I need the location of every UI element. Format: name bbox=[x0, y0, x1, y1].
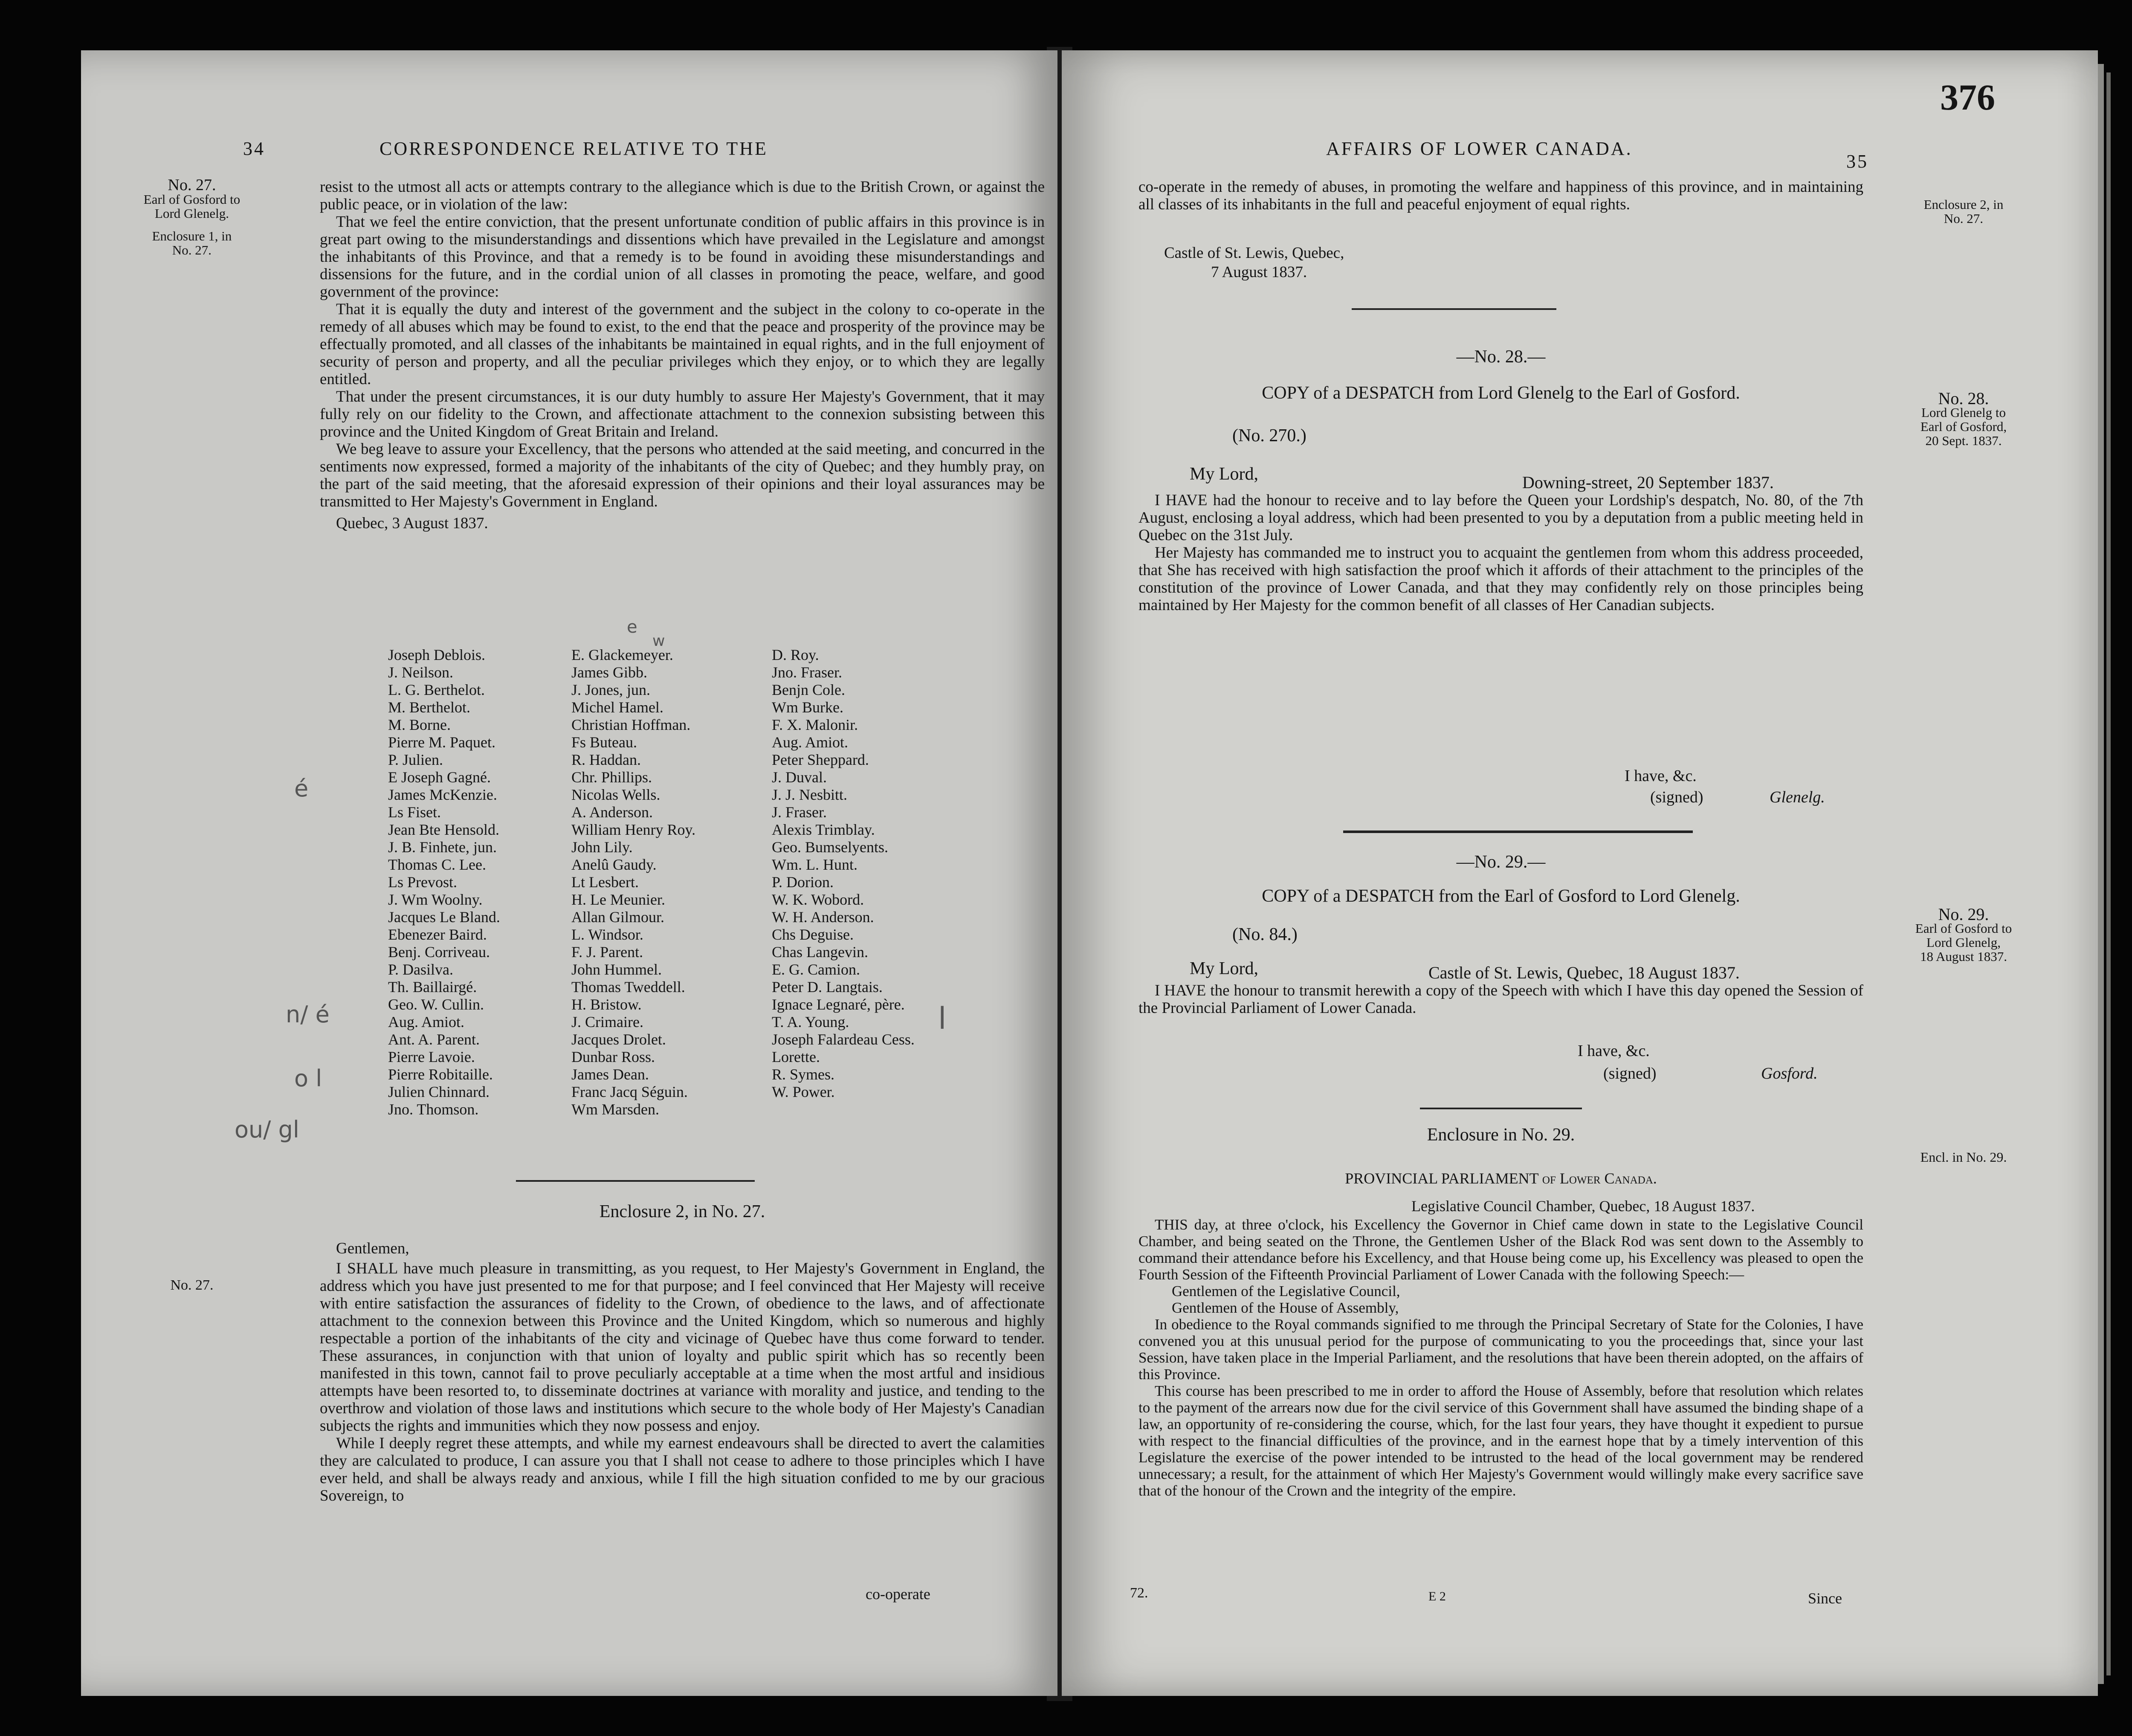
signatory-name: J. Wm Woolny. bbox=[388, 891, 483, 908]
margin-note-line: Enclosure 2, in bbox=[1923, 197, 2004, 212]
enclosure29-text bbox=[1138, 1216, 1863, 1499]
signatory-name: Ignace Legnaré, père. bbox=[772, 996, 905, 1013]
date-line: Quebec, 3 August 1837. bbox=[336, 515, 488, 532]
enclosure2-margin: No. 27. bbox=[170, 1277, 214, 1293]
pencil-mark: n/ é bbox=[286, 1001, 330, 1028]
signatory-name: Pierre Robitaille. bbox=[388, 1066, 493, 1083]
signatory-name: Geo. Bumselyents. bbox=[772, 839, 888, 856]
despatch-29-title: COPY of a DESPATCH from the Earl of Gosford to Lord Glenelg. bbox=[1262, 886, 1740, 906]
paragraph: co-operate in the remedy of abuses, in promoting the welfare and happiness of this province, and in maintaining all classes of its inhabitants in the full and peaceful enjoyment of equal rights. bbox=[1138, 178, 1863, 213]
signatory-name: Allan Gilmour. bbox=[571, 909, 664, 926]
signatory-name: Lt Lesbert. bbox=[571, 874, 639, 891]
address-text bbox=[320, 178, 1045, 532]
signatory-name: Ant. A. Parent. bbox=[388, 1031, 480, 1048]
right-page-number: 35 bbox=[1846, 151, 1868, 172]
margin-note-line: Lord Glenelg. bbox=[155, 206, 229, 221]
signatories-column-2 bbox=[571, 646, 776, 1118]
pencil-mark: é bbox=[294, 775, 309, 802]
signatory-name: Aug. Amiot. bbox=[388, 1013, 465, 1030]
margin-note-line: Earl of Gosford to bbox=[143, 192, 240, 207]
signatory-name: Ls Prevost. bbox=[388, 874, 457, 891]
paragraph: I SHALL have much pleasure in transmitting, as you request, to Her Majesty's Government in England, the address which you have just presented to me for that purpose; and I feel convinced that Her Majesty will receive with entire satisfaction the assurances of fidelity to the Crown, of obedience to the laws, and of affectionate attachment to the connexion between this Province and the United Kingdom, which so numerous and highly respectable a portion of the inhabitants of the city and vicinage of Quebec have thus come forward to tender. These assurances, in conjunction with that union of loyalty and public spirit which has so recently been manifested in this town, cannot fail to prove peculiarly acceptable at a time when the most artful and insidious attempts have been resorted to, to disseminate doctrines at variance with morality and justice, and tending to the overthrow and violation of those laws and institutions which secure to the whole body of Her Majesty's Canadian subjects the rights and immunities which they now possess and enjoy. bbox=[320, 1260, 1045, 1435]
enclosure29-subheading: PROVINCIAL PARLIAMENT of Lower Canada. bbox=[1345, 1170, 1657, 1187]
margin-note-line: Lord Glenelg, bbox=[1926, 935, 2001, 950]
signatory-name: Jean Bte Hensold. bbox=[388, 821, 499, 838]
paragraph: While I deeply regret these attempts, and while my earnest endeavours shall be directed to avert the calamities they are calculated to produce, I can assure you that I shall not cease to adhere to those principles which I have ever held, and shall be always ready and anxious, while I fill the high situation confided to me by our gracious Sovereign, to bbox=[320, 1435, 1045, 1505]
despatch-29-number: —No. 29.— bbox=[1456, 852, 1546, 872]
signatory-name: Dunbar Ross. bbox=[571, 1048, 655, 1065]
margin-note-number: No. 29. bbox=[1938, 905, 1989, 924]
address-line: Gentlemen of the Legislative Council, bbox=[1172, 1283, 1400, 1299]
despatch-29-text bbox=[1138, 982, 1863, 1017]
section-divider bbox=[1343, 830, 1693, 833]
signatories-column-1 bbox=[388, 646, 576, 1118]
enclosure2-text bbox=[320, 1240, 1045, 1505]
footer-left: 72. bbox=[1130, 1585, 1148, 1601]
signatory-name: Benj. Corriveau. bbox=[388, 943, 490, 961]
enclosure29-margin: Encl. in No. 29. bbox=[1920, 1149, 2007, 1165]
right-page bbox=[1062, 50, 2098, 1696]
salutation: Gentlemen, bbox=[336, 1240, 409, 1257]
signatory-name: M. Borne. bbox=[388, 716, 451, 733]
date-line: 7 August 1837. bbox=[1211, 263, 1307, 281]
folio-number: 376 bbox=[1940, 77, 1995, 118]
signatory-name: Nicolas Wells. bbox=[571, 786, 660, 803]
signatory-name: Wm Marsden. bbox=[571, 1101, 659, 1118]
signatory-name: Fs Buteau. bbox=[571, 734, 637, 751]
paragraph: resist to the utmost all acts or attempts contrary to the allegiance which is due to the British Crown, or against the public peace, or in violation of the law: bbox=[320, 178, 1045, 213]
despatch-28-margin bbox=[1889, 391, 2038, 448]
despatch-28-salutation: My Lord, bbox=[1190, 464, 1258, 484]
signatory-name: E. Glackemeyer. bbox=[571, 646, 673, 663]
signatory-name: J. J. Nesbitt. bbox=[772, 786, 848, 803]
signatory-name: Julien Chinnard. bbox=[388, 1083, 490, 1100]
despatch-29-signer: Gosford. bbox=[1761, 1065, 1818, 1082]
signatory-name: W. K. Wobord. bbox=[772, 891, 864, 908]
signatory-name: Joseph Deblois. bbox=[388, 646, 485, 663]
signatory-name: Thomas C. Lee. bbox=[388, 856, 486, 873]
margin-note-line: 20 Sept. 1837. bbox=[1925, 433, 2002, 448]
signatory-name: Peter D. Langtais. bbox=[772, 978, 883, 995]
signatory-name: J. Jones, jun. bbox=[571, 681, 651, 698]
signatory-name: Geo. W. Cullin. bbox=[388, 996, 484, 1013]
paragraph: That we feel the entire conviction, that the present unfortunate condition of public affairs in this province is in great part owing to the misunderstandings and dissentions which have prevailed in the Legislature and amongst the inhabitants of this Province, and that a remedy is to be found in avoiding these misunderstandings and dissensions for the future, and in the cordial union of all classes in promoting the peace, welfare, and good government of the province: bbox=[320, 213, 1045, 301]
despatch-28-title: COPY of a DESPATCH from Lord Glenelg to the Earl of Gosford. bbox=[1262, 383, 1740, 403]
signatory-name: H. Bristow. bbox=[571, 996, 642, 1013]
pencil-mark: w bbox=[652, 632, 665, 650]
paragraph: Her Majesty has commanded me to instruct you to acquaint the gentlemen from whom this address proceeded, that She has received with high satisfaction the proof which it affords of their attachment to the principles of the constitution of the province of Lower Canada, and that they may confidently rely on those principles being maintained by Her Majesty for the common benefit of all classes of Her Canadian subjects. bbox=[1138, 544, 1863, 614]
despatch-28-ref: (No. 270.) bbox=[1232, 426, 1306, 446]
signatory-name: F. J. Parent. bbox=[571, 943, 643, 961]
margin-note-line: 18 August 1837. bbox=[1920, 949, 2007, 964]
despatch-28-text bbox=[1138, 492, 1863, 614]
signatory-name: William Henry Roy. bbox=[571, 821, 696, 838]
despatch-29-signed: (signed) bbox=[1603, 1065, 1657, 1082]
left-margin-notes bbox=[128, 178, 256, 257]
signatory-name: Christian Hoffman. bbox=[571, 716, 691, 733]
signatory-name: Chr. Phillips. bbox=[571, 769, 652, 786]
signatory-name: J. Crimaire. bbox=[571, 1013, 643, 1030]
signatory-name: Aug. Amiot. bbox=[772, 734, 849, 751]
signatory-name: L. G. Berthelot. bbox=[388, 681, 485, 698]
signatory-name: Pierre M. Paquet. bbox=[388, 734, 495, 751]
margin-note-line: Earl of Gosford to bbox=[1915, 921, 2012, 936]
enclosure2-heading: Enclosure 2, in No. 27. bbox=[599, 1202, 765, 1221]
margin-note-line: No. 27. bbox=[172, 243, 212, 258]
catchword: Since bbox=[1808, 1590, 1842, 1607]
signatory-name: J. Fraser. bbox=[772, 804, 827, 821]
signatory-name: L. Windsor. bbox=[571, 926, 643, 943]
signatory-name: Jno. Thomson. bbox=[388, 1101, 479, 1118]
paragraph: THIS day, at three o'clock, his Excellency the Governor in Chief came down in state to the Legislative Council Chamber, and being seated on the Throne, the Gentlemen Usher of the Black Rod was sent down to the Assembly to command their attendance before his Excellency, and that House being come up, his Excellency was pleased to open the Fourth Session of the Fifteenth Provincial Parliament of Lower Canada with the following Speech:— bbox=[1138, 1216, 1863, 1283]
signatory-name: Thomas Tweddell. bbox=[571, 978, 685, 995]
signatory-name: Ebenezer Baird. bbox=[388, 926, 487, 943]
signatory-name: M. Berthelot. bbox=[388, 699, 470, 716]
pencil-mark: o l bbox=[294, 1065, 322, 1092]
despatch-29-salutation: My Lord, bbox=[1190, 959, 1258, 978]
section-divider bbox=[1420, 1108, 1582, 1109]
section-divider bbox=[516, 1180, 755, 1182]
paragraph: In obedience to the Royal commands signified to me through the Principal Secretary of State for the Colonies, I have convened you at this unusual period for the purpose of communicating to you the proceedings that, since your last Session, have taken place in the Imperial Parliament, and the resolutions that have been therein adopted, on the affairs of this Province. bbox=[1138, 1316, 1863, 1383]
signatory-name: James Dean. bbox=[571, 1066, 649, 1083]
signatory-name: P. Dasilva. bbox=[388, 961, 453, 978]
signatory-name: Pierre Lavoie. bbox=[388, 1048, 475, 1065]
signatory-name: Joseph Falardeau Cess. bbox=[772, 1031, 915, 1048]
signatory-name: A. Anderson. bbox=[571, 804, 653, 821]
signatory-name: James McKenzie. bbox=[388, 786, 497, 803]
left-running-head: CORRESPONDENCE RELATIVE TO THE bbox=[379, 138, 768, 159]
signatory-name: E. G. Camion. bbox=[772, 961, 860, 978]
signatory-name: D. Roy. bbox=[772, 646, 819, 663]
signatory-name: Jacques Le Bland. bbox=[388, 909, 500, 926]
signatory-name: Michel Hamel. bbox=[571, 699, 663, 716]
margin-note-line: Earl of Gosford, bbox=[1920, 419, 2007, 434]
signatory-name: Chs Deguise. bbox=[772, 926, 854, 943]
enclosure29-heading: Enclosure in No. 29. bbox=[1427, 1125, 1575, 1145]
page-edge bbox=[2106, 72, 2111, 1675]
signatory-name: J. Duval. bbox=[772, 769, 827, 786]
margin-note-line: Lord Glenelg to bbox=[1921, 405, 2006, 420]
despatch-29-ref: (No. 84.) bbox=[1232, 925, 1298, 944]
place-line: Castle of St. Lewis, Quebec, bbox=[1164, 244, 1344, 262]
pencil-mark: l bbox=[938, 1001, 947, 1036]
signatory-name: Lorette. bbox=[772, 1048, 820, 1065]
paragraph: I HAVE the honour to transmit herewith a copy of the Speech with which I have this day opened the Session of the Provincial Parliament of Lower Canada. bbox=[1138, 982, 1863, 1017]
page-edge bbox=[2098, 64, 2104, 1684]
signatory-name: T. A. Young. bbox=[772, 1013, 849, 1030]
section-divider bbox=[1352, 308, 1556, 310]
margin-note-line: Enclosure 1, in bbox=[152, 229, 232, 243]
signatory-name: H. Le Meunier. bbox=[571, 891, 665, 908]
signatory-name: P. Julien. bbox=[388, 751, 443, 768]
despatch-28-number: —No. 28.— bbox=[1456, 347, 1546, 367]
signatory-name: John Hummel. bbox=[571, 961, 662, 978]
pencil-mark: e bbox=[627, 617, 637, 637]
margin-note-line: No. 27. bbox=[1944, 211, 1984, 226]
signatory-name: W. Power. bbox=[772, 1083, 835, 1100]
signatory-name: E Joseph Gagné. bbox=[388, 769, 491, 786]
margin-note-number: No. 28. bbox=[1938, 389, 1989, 408]
signatory-name: Ls Fiset. bbox=[388, 804, 441, 821]
despatch-29-closing: I have, &c. bbox=[1578, 1042, 1650, 1060]
signatory-name: James Gibb. bbox=[571, 664, 647, 681]
signatory-name: J. B. Finhete, jun. bbox=[388, 839, 497, 856]
closing-text bbox=[1138, 178, 1863, 213]
signatory-name: Wm. L. Hunt. bbox=[772, 856, 857, 873]
signatory-name: Peter Sheppard. bbox=[772, 751, 869, 768]
signatory-name: Benjn Cole. bbox=[772, 681, 845, 698]
despatch-29-margin bbox=[1889, 907, 2038, 963]
paragraph: We beg leave to assure your Excellency, that the persons who attended at the said meeting, and concurred in the sentiments now expressed, formed a majority of the inhabitants of the city of Quebec; and they humbly pray, on the part of the said meeting, that the aforesaid expression of their opinions and their loyal assurances may be transmitted to Her Majesty's Government in England. bbox=[320, 440, 1045, 510]
signatory-name: W. H. Anderson. bbox=[772, 909, 874, 926]
signatory-name: R. Symes. bbox=[772, 1066, 835, 1083]
footer-signature-mark: E 2 bbox=[1428, 1589, 1446, 1603]
pencil-mark: ou/ gl bbox=[235, 1116, 299, 1143]
signatories-column-3 bbox=[772, 646, 1011, 1101]
paragraph: I HAVE had the honour to receive and to lay before the Queen your Lordship's despatch, No. 80, of the 7th August, enclosing a loyal address, which had been presented to you by a deputation from a public meeting held in Quebec on the 31st July. bbox=[1138, 492, 1863, 544]
signatory-name: Jacques Drolet. bbox=[571, 1031, 666, 1048]
paragraph: That it is equally the duty and interest of the government and the subject in the colony to co-operate in the remedy of all abuses which may be found to exist, to the end that the peace and prosperity of the province may be effectually promoted, and all classes of the inhabitants be maintained in equal rights, and in the full enjoyment of security of person and property, and all the peculiar privileges which they enjoy, or to which they are legally entitled. bbox=[320, 301, 1045, 388]
despatch-28-closing: I have, &c. bbox=[1625, 767, 1697, 785]
margin-note-number: No. 27. bbox=[168, 176, 216, 194]
right-margin-enclosure bbox=[1889, 197, 2038, 226]
left-page bbox=[81, 50, 1057, 1696]
despatch-29-dateline: Castle of St. Lewis, Quebec, 18 August 1837. bbox=[1428, 963, 1740, 982]
despatch-28-dateline: Downing-street, 20 September 1837. bbox=[1522, 473, 1774, 492]
despatch-28-signed: (signed) bbox=[1650, 788, 1703, 806]
signatory-name: Chas Langevin. bbox=[772, 943, 868, 961]
paragraph: That under the present circumstances, it is our duty humbly to assure Her Majesty's Government, that it may fully rely on our fidelity to the Crown, and affectionate attachment to the connexion subsisting between this province and the United Kingdom of Great Britain and Ireland. bbox=[320, 388, 1045, 440]
enclosure29-dateline: Legislative Council Chamber, Quebec, 18 August 1837. bbox=[1411, 1198, 1755, 1215]
signatory-name: Wm Burke. bbox=[772, 699, 843, 716]
left-page-number: 34 bbox=[243, 138, 265, 159]
signatory-name: Alexis Trimblay. bbox=[772, 821, 875, 838]
signatory-name: Jno. Fraser. bbox=[772, 664, 842, 681]
signatory-name: Anelû Gaudy. bbox=[571, 856, 657, 873]
signatory-name: F. X. Malonir. bbox=[772, 716, 858, 733]
despatch-28-signer: Glenelg. bbox=[1770, 788, 1825, 806]
signatory-name: Franc Jacq Séguin. bbox=[571, 1083, 688, 1100]
signatory-name: Th. Baillairgé. bbox=[388, 978, 477, 995]
signatory-name: J. Neilson. bbox=[388, 664, 453, 681]
signatory-name: P. Dorion. bbox=[772, 874, 834, 891]
paragraph: This course has been prescribed to me in order to afford the House of Assembly, before that resolution which relates to the payment of the arrears now due for the civil service of this Government shall have assumed the binding shape of a law, an opportunity of re-considering the course, which, for the last four years, they have thought it expedient to pursue with respect to the financial difficulties of the province, and in the earnest hope that by a timely intervention of this Legislature the exercise of the power intended to be intrusted to the head of the local government may be rendered unnecessary; a result, for the attainment of which Her Majesty's Government would willingly make every sacrifice save that of the honour of the Crown and the integrity of the empire. bbox=[1138, 1383, 1863, 1499]
address-line: Gentlemen of the House of Assembly, bbox=[1172, 1299, 1399, 1316]
right-running-head: AFFAIRS OF LOWER CANADA. bbox=[1326, 138, 1633, 159]
signatory-name: John Lily. bbox=[571, 839, 633, 856]
signatory-name: R. Haddan. bbox=[571, 751, 641, 768]
catchword: co-operate bbox=[866, 1586, 930, 1603]
